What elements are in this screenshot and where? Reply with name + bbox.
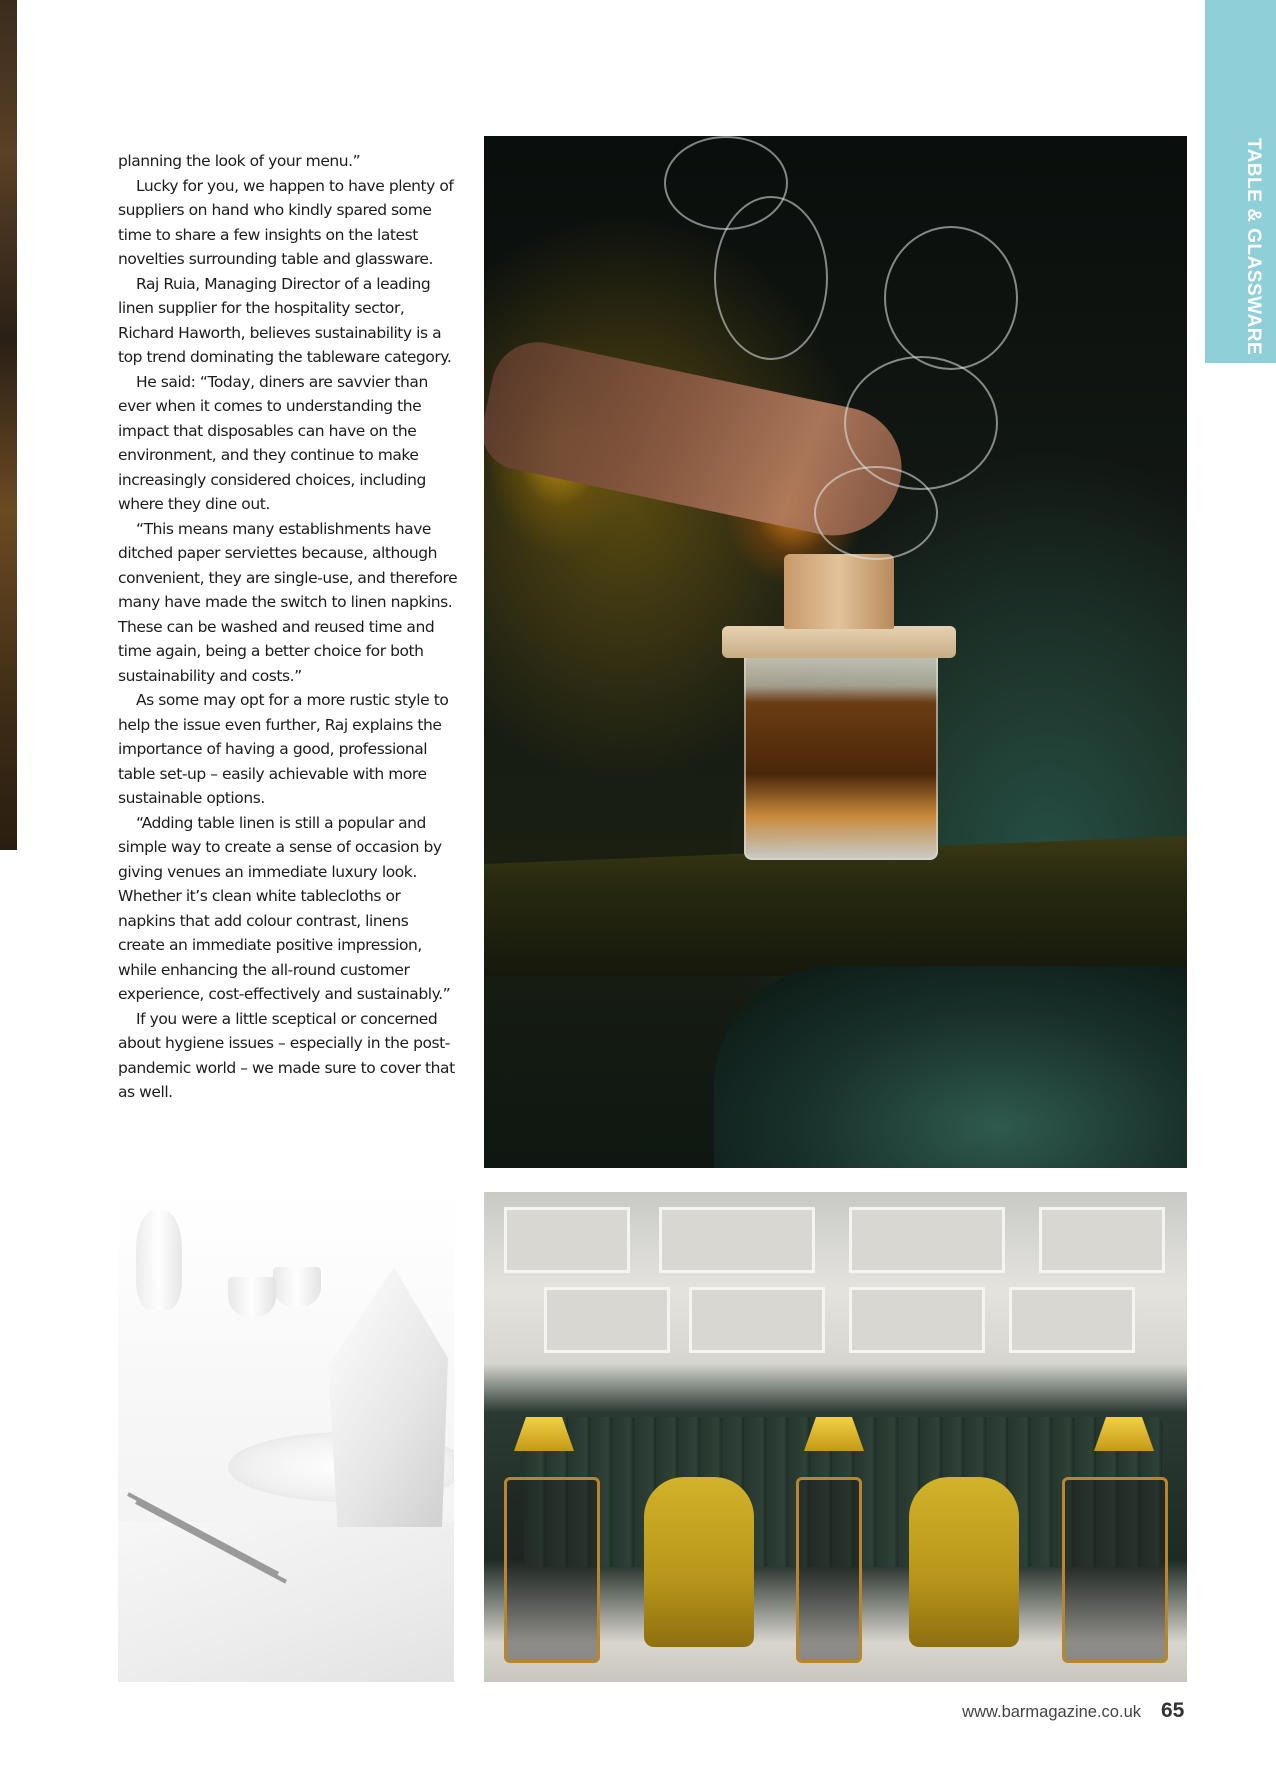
ceiling-coffer — [1039, 1207, 1165, 1273]
cocktail-glass — [744, 646, 938, 860]
ceiling-coffer — [689, 1287, 825, 1353]
bar-interior-photo — [484, 1192, 1187, 1682]
side-table — [1062, 1477, 1168, 1663]
smoked-cocktail-photo — [484, 136, 1187, 1168]
smoke-swirl — [664, 136, 788, 230]
ceiling-coffer — [1009, 1287, 1135, 1353]
yellow-armchair — [644, 1477, 754, 1647]
white-cup — [273, 1267, 321, 1307]
footer-website: www.barmagazine.co.uk — [962, 1703, 1141, 1721]
table-setting-photo — [118, 1192, 454, 1682]
table-base — [714, 966, 1187, 1168]
article-paragraph: If you were a little sceptical or concerned about hygiene issues – especially in the post-pandemic world – we made sure to cover that as well. — [118, 1009, 455, 1101]
article-paragraph: As some may opt for a more rustic style to help the issue even further, Raj explains the importance of having a good, professional table set-up – easily achievable with more sustainable options. — [118, 691, 449, 807]
ceiling-coffer — [504, 1207, 630, 1273]
page-number: 65 — [1161, 1699, 1185, 1722]
article-paragraph: He said: “Today, diners are savvier than ever when it comes to understanding the impact that disposables can have on the environment, and they continue to make increasingly considered choices, including where they dine out. — [118, 372, 428, 513]
article-paragraph: Raj Ruia, Managing Director of a leading linen supplier for the hospitality sector, Richard Haworth, believes sustainability is a top trend dominating the tableware category. — [118, 274, 452, 366]
smoke-swirl — [844, 356, 998, 490]
article-paragraph: Lucky for you, we happen to have plenty of suppliers on hand who kindly spared some time to share a few insights on the latest novelties surrounding table and glassware. — [118, 176, 454, 268]
article-paragraph: planning the look of your menu.” — [118, 152, 361, 170]
section-tab-label: TABLE & GLASSWARE — [1243, 138, 1264, 356]
ceiling-coffer — [849, 1207, 1005, 1273]
ceiling-coffer — [659, 1207, 815, 1273]
cork-stopper — [784, 554, 894, 629]
folded-napkin — [328, 1267, 448, 1527]
article-paragraph: “Adding table linen is still a popular and simple way to create a sense of occasion by giving venues an immediate luxury look. Whether it’s clean white tablecloths or napkins that add colour contrast, linens create an immediate positive impression, while enhancing the all-round customer experience, cost-effectively and sustainably.” — [118, 813, 451, 1003]
ceiling-coffer — [544, 1287, 670, 1353]
white-vase — [136, 1210, 182, 1310]
smoke-lid — [722, 626, 956, 658]
ceiling-coffer — [849, 1287, 985, 1353]
white-cup — [228, 1277, 276, 1317]
article-body — [118, 149, 458, 1105]
white-tablecloth — [118, 1522, 454, 1682]
side-table — [796, 1477, 862, 1663]
side-table — [504, 1477, 600, 1663]
smoke-swirl — [884, 226, 1018, 370]
article-paragraph: “This means many establishments have ditched paper serviettes because, although convenient, they are single-use, and therefore many have made the switch to linen napkins. These can be washed and reused time and time again, being a better choice for both sustainability and costs.” — [118, 519, 458, 685]
yellow-armchair — [909, 1477, 1019, 1647]
adjacent-page-photo-edge — [0, 0, 17, 850]
